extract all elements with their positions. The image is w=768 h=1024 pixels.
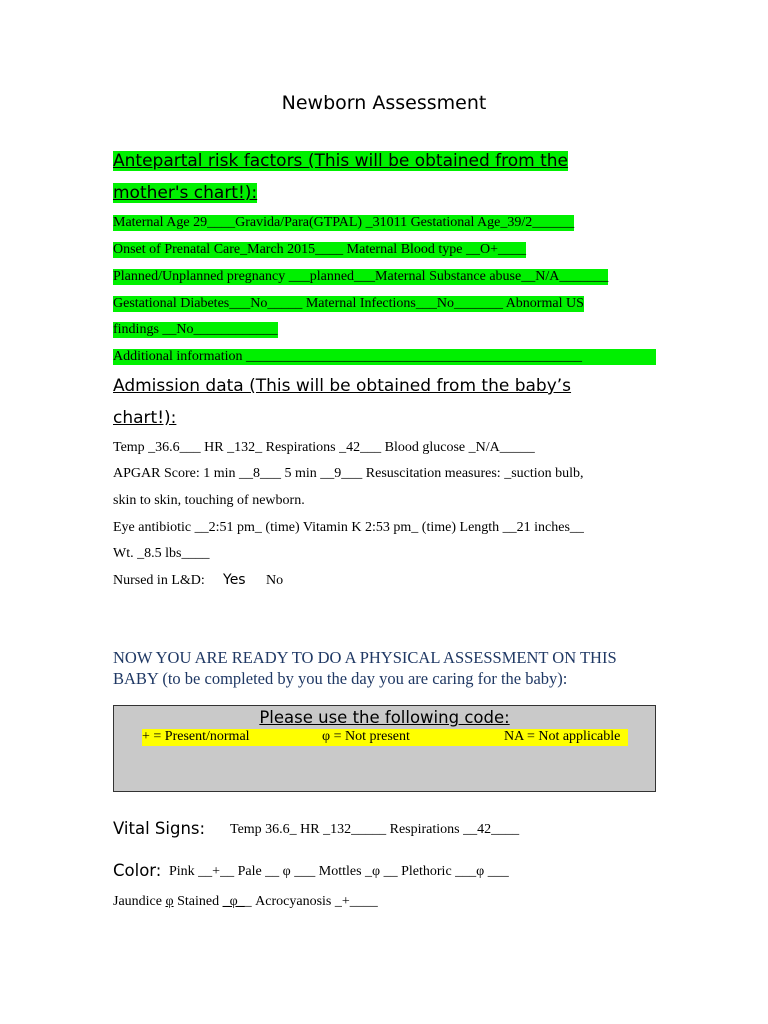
code-legend-heading: Please use the following code:: [259, 708, 510, 727]
color-label: Color:: [113, 861, 162, 880]
stained-value: _φ_: [222, 894, 245, 909]
vital-signs-label: Vital Signs:: [113, 819, 206, 838]
physical-assessment-line1: NOW YOU ARE READY TO DO A PHYSICAL ASSESSMENT ON THIS: [113, 648, 617, 667]
nursed-no-option: No: [266, 573, 284, 588]
acrocyanosis-text: _ Acrocyanosis _+____: [244, 894, 378, 909]
antepartal-heading-line1: Antepartal risk factors (This will be obtained from the: [113, 151, 569, 171]
admission-line-antibiotic: Eye antibiotic __2:51 pm_ (time) Vitamin K 2:53 pm_ (time) Length __21 inches__: [113, 520, 584, 535]
antepartal-line-us-findings: findings __No____________: [113, 322, 278, 337]
admission-heading-line2: chart!):: [113, 408, 177, 428]
antepartal-heading-line2: mother's chart!):: [113, 183, 258, 203]
jaundice-label: Jaundice: [113, 894, 166, 909]
antepartal-line-pregnancy: Planned/Unplanned pregnancy ___planned___Maternal Substance abuse__N/A_______: [113, 269, 609, 284]
page-title: Newborn Assessment: [281, 92, 487, 114]
antepartal-line-diabetes: Gestational Diabetes___No_____ Maternal Infections___No_______ Abnormal US: [113, 296, 584, 311]
physical-assessment-line2: BABY (to be completed by you the day you are caring for the baby):: [113, 669, 568, 688]
antepartal-line-additional-info: Additional information ________________________________________________: [113, 349, 656, 365]
admission-line-apgar: APGAR Score: 1 min __8___ 5 min __9___ Resuscitation measures: _suction bulb,: [113, 466, 584, 481]
admission-line-vitals: Temp _36.6___ HR _132_ Respirations _42___ Blood glucose _N/A_____: [113, 440, 535, 455]
admission-heading-line1: Admission data (This will be obtained from the baby’s: [113, 376, 572, 396]
code-legend-bar: [142, 729, 628, 746]
stained-label: Stained: [173, 894, 223, 909]
code-not-present: φ = Not present: [322, 729, 410, 744]
color-line2: [113, 894, 378, 910]
admission-line-resuscitation: skin to skin, touching of newborn.: [113, 493, 305, 508]
antepartal-line-maternal-age: Maternal Age 29____Gravida/Para(GTPAL) _31011 Gestational Age_39/2______: [113, 215, 575, 230]
color-line1: Pink __+__ Pale __ φ ___ Mottles _φ __ Plethoric ___φ ___: [169, 864, 509, 879]
nursed-label: Nursed in L&D:: [113, 573, 205, 588]
code-legend-box: [113, 705, 656, 792]
admission-line-weight: Wt. _8.5 lbs____: [113, 546, 210, 561]
jaundice-value: φ: [165, 894, 174, 909]
code-present: + = Present/normal: [142, 729, 250, 744]
nursed-yes-option: Yes: [223, 572, 246, 588]
vital-signs-value: Temp 36.6_ HR _132_____ Respirations __42____: [230, 822, 520, 837]
antepartal-line-prenatal-care: Onset of Prenatal Care_March 2015____ Maternal Blood type __O+____: [113, 242, 527, 257]
code-not-applicable: NA = Not applicable: [504, 729, 621, 744]
